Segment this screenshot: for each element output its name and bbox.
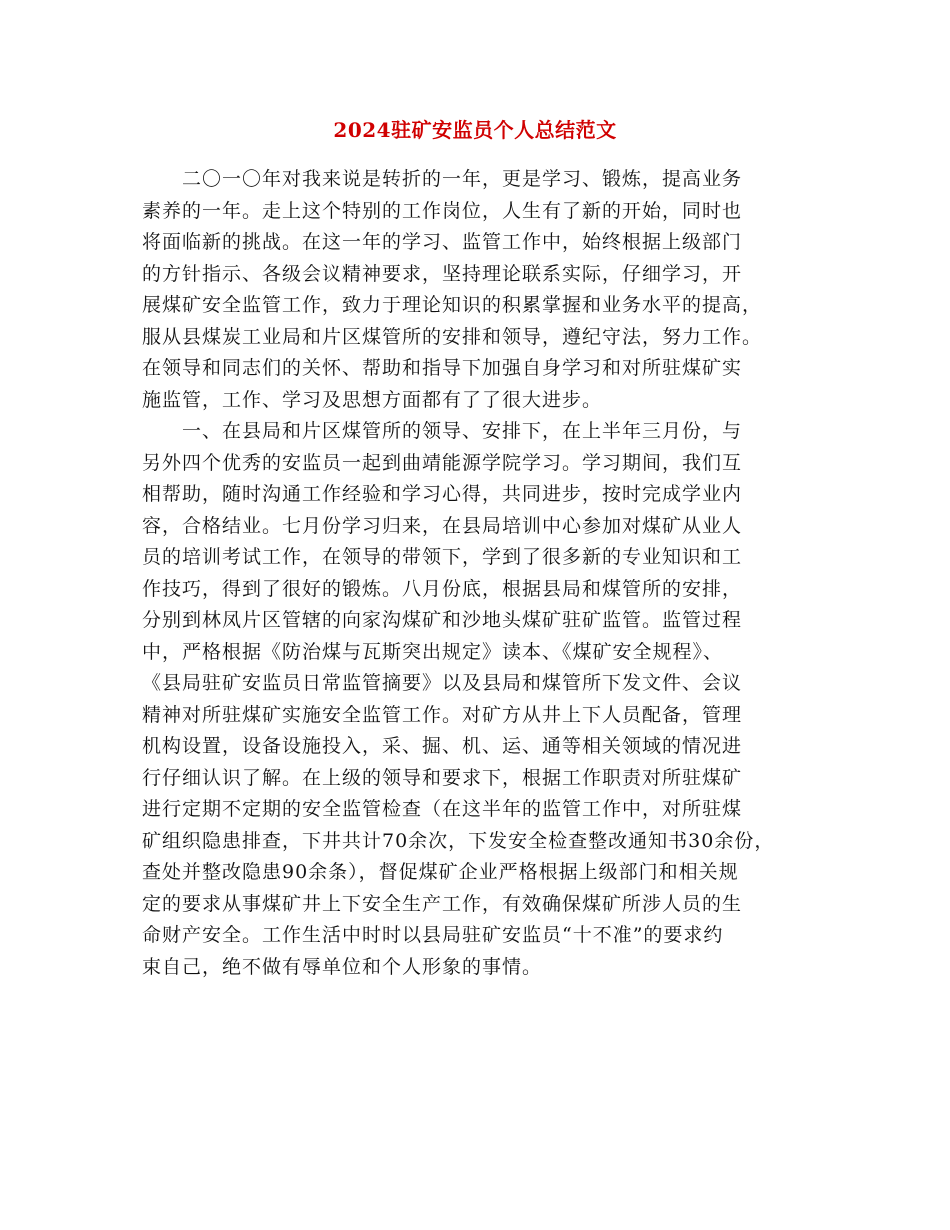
text-line: 员的培训考试工作，在领导的带领下，学到了很多新的专业知识和工 <box>142 546 743 568</box>
text-line: 展煤矿安全监管工作，致力于理论知识的积累掌握和业务水平的提高， <box>142 294 763 316</box>
text-line: 中，严格根据《防治煤与瓦斯突出规定》读本、《煤矿安全规程》、 <box>142 640 724 663</box>
text-line: 束自己，绝不做有辱单位和个人形象的事情。 <box>142 955 543 978</box>
text-line: 容，合格结业。七月份学习归来，在县局培训中心参加对煤矿从业人 <box>142 514 743 537</box>
text-line: 分别到林凤片区管辖的向家沟煤矿和沙地头煤矿驻矿监管。监管过程 <box>142 609 743 631</box>
text-line: 的方针指示、各级会议精神要求，坚持理论联系实际，仔细学习，开 <box>142 262 743 285</box>
text-line: 定的要求从事煤矿井上下安全生产工作，有效确保煤矿所涉人员的生 <box>142 892 743 915</box>
text-line: 矿组织隐患排查，下井共计70余次，下发安全检查整改通知书30余份， <box>142 829 775 852</box>
text-line: 进行定期不定期的安全监管检查（在这半年的监管工作中，对所驻煤 <box>142 798 743 820</box>
text-line: 另外四个优秀的安监员一起到曲靖能源学院学习。学习期间，我们互 <box>142 451 743 474</box>
paragraph-section-one <box>142 416 832 983</box>
text-line: 在领导和同志们的关怀、帮助和指导下加强自身学习和对所驻煤矿实 <box>142 357 743 379</box>
text-line: 施监管，工作、学习及思想方面都有了了很大进步。 <box>142 388 603 411</box>
text-line: 精神对所驻煤矿实施安全监管工作。对矿方从井上下人员配备，管理 <box>142 703 743 726</box>
text-line: 服从县煤炭工业局和片区煤管所的安排和领导，遵纪守法，努力工作。 <box>142 325 763 348</box>
document-body <box>142 164 832 983</box>
text-line: 命财产安全。工作生活中时时以县局驻矿安监员“十不准”的要求约 <box>142 924 724 946</box>
paragraph-intro <box>142 164 832 416</box>
text-line: 素养的一年。走上这个特别的工作岗位，人生有了新的开始，同时也 <box>142 199 743 222</box>
text-line: 行仔细认识了解。在上级的领导和要求下，根据工作职责对所驻煤矿 <box>142 766 743 789</box>
text-line: 一、在县局和片区煤管所的领导、安排下，在上半年三月份，与 <box>182 420 743 442</box>
text-line: 机构设置，设备设施投入，采、掘、机、运、通等相关领域的情况进 <box>142 735 743 757</box>
text-line: 查处并整改隐患90余条），督促煤矿企业严格根据上级部门和相关规 <box>142 861 739 883</box>
document-title: 2024驻矿安监员个人总结范文 <box>333 118 617 142</box>
text-line: 《县局驻矿安监员日常监管摘要》以及县局和煤管所下发文件、会议 <box>142 672 743 694</box>
text-line: 作技巧，得到了很好的锻炼。八月份底，根据县局和煤管所的安排， <box>142 577 743 600</box>
text-line: 将面临新的挑战。在这一年的学习、监管工作中，始终根据上级部门 <box>142 231 743 253</box>
text-line: 相帮助，随时沟通工作经验和学习心得，共同进步，按时完成学业内 <box>142 483 743 505</box>
text-line: 二〇一〇年对我来说是转折的一年，更是学习、锻炼，提高业务 <box>182 168 743 190</box>
